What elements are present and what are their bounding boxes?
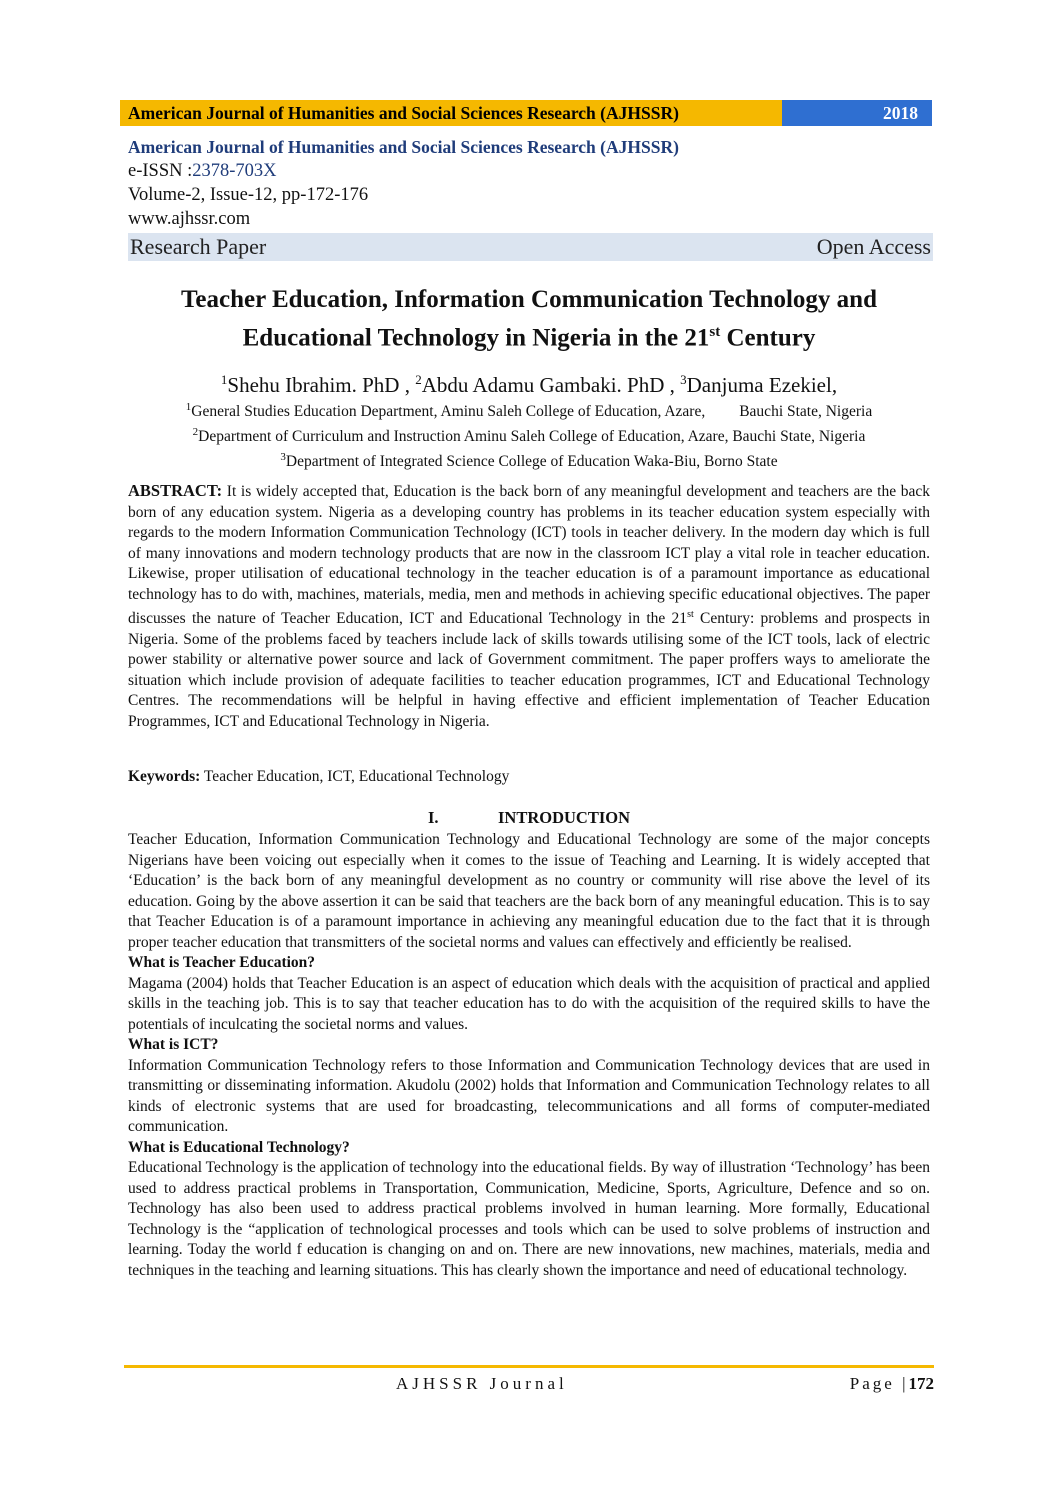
subheading-ict: What is ICT? bbox=[128, 1036, 219, 1053]
author-1-marker: 1 bbox=[220, 372, 228, 387]
author-list bbox=[100, 366, 958, 399]
section-title: INTRODUCTION bbox=[497, 808, 631, 827]
section-heading-introduction bbox=[128, 808, 930, 828]
page-number: 172 bbox=[908, 1374, 934, 1393]
abstract-label: ABSTRACT: bbox=[128, 481, 223, 500]
abstract bbox=[128, 481, 930, 732]
intro-paragraph-1: Teacher Education, Information Communication Technology and Educational Technology are some of the major concepts Nigerians have been voicing out especially when it comes to the issue of Teaching and Learning. It is widely accepted that ‘Education’ is the back born of any meaningful development as no country or community will rise above the level of its education. Going by the above assertion it can be said that teachers are the back born of any meaningful education. This is to say that Teacher Education is of a paramount importance in achieving any meaningful education due to the fact that it is through proper teacher education that transmitters of the societal norms and values can effectively and efficiently be realised. bbox=[128, 831, 930, 951]
author-2-marker: 2 bbox=[415, 372, 422, 387]
issn-value: 2378-703X bbox=[192, 161, 277, 181]
title-line-2 bbox=[100, 316, 958, 354]
title-line-1: Teacher Education, Information Communication Technology and bbox=[181, 286, 877, 313]
issn-label: e-ISSN : bbox=[128, 161, 193, 181]
intro-paragraph-2: Magama (2004) holds that Teacher Education is an aspect of education which deals with the acquisition of practical and applied skills in the teaching job. This is to say that teacher education has to do with the acquisition of the required skills to have the potentials of inculcating the societal norms and values. bbox=[128, 974, 930, 1033]
journal-meta bbox=[128, 136, 933, 231]
author-2: Abdu Adamu Gambaki. PhD , bbox=[421, 373, 681, 397]
keywords-label: Keywords: bbox=[128, 768, 201, 785]
affiliation-3 bbox=[100, 447, 958, 472]
intro-paragraph-4: Educational Technology is the application of technology into the educational fields. By way of illustration ‘Technology’ has been used to address practical problems in Transportation, Communication, Medicine, Sports, Agriculture, Defence and so on. Technology has also been used to address practical problems involved in human learning. More formally, Educational Technology is the “application of technological processes and tools which can be used to solve problems of instruction and learning. Today the world f education is changing on and on. There are new innovations, new machines, materials, media and techniques in the teaching and learning situations. This has clearly shown the importance and need of educational technology. bbox=[128, 1159, 930, 1279]
abstract-text-2: Century: problems and prospects in Nigeria. Some of the problems faced by teachers include lack of skills towards utilising some of the ICT tools, lack of electric power stability or alternative power source and lack of Government commitment. The paper proffers ways to ameliorate the situation which include provision of adequate facilities to teacher education programmes, ICT and Educational Technology Centres. The recommendations will be helpful in having effective and efficient implementation of Teacher Education Programmes, ICT and Educational Technology in Nigeria. bbox=[128, 610, 931, 730]
affiliation-1-state: Bauchi State, Nigeria bbox=[739, 403, 873, 421]
affiliation-1-marker: 1 bbox=[185, 401, 192, 413]
affiliation-list bbox=[100, 397, 958, 472]
footer-divider bbox=[124, 1365, 934, 1368]
abstract-superscript: st bbox=[687, 609, 694, 620]
issn bbox=[128, 159, 933, 183]
affiliation-2 bbox=[100, 422, 958, 447]
open-access-label: Open Access bbox=[816, 234, 931, 259]
affiliation-1 bbox=[100, 397, 958, 422]
affiliation-2-text: Department of Curriculum and Instruction Aminu Saleh College of Education, Azare, Bauchi State, Nigeria bbox=[198, 428, 866, 446]
subheading-teacher-education: What is Teacher Education? bbox=[128, 954, 316, 971]
journal-header-bar bbox=[120, 100, 932, 126]
title-superscript: st bbox=[709, 324, 721, 340]
abstract-text-1: It is widely accepted that, Education is the back born of any meaningful development and teachers are the back born of any education system. Nigeria as a developing country has problems in its teacher education system especially with regards to the modern Information Communication Technology (ICT) tools in teacher delivery. In the modern day which is full of many innovations and modern technology products that are now in the classroom ICT play a vital role in teacher education. Likewise, proper utilisation of educational technology in the teacher education is of a paramount importance as educational technology has to do with, machines, materials, media, men and methods in achieving specific educational objectives. The paper discusses the nature of Teacher Education, ICT and Educational Technology in the 21 bbox=[128, 483, 930, 628]
page-label: Page | bbox=[849, 1374, 909, 1393]
keywords bbox=[128, 767, 930, 788]
footer-page bbox=[850, 1374, 934, 1394]
intro-paragraph-3: Information Communication Technology refers to those Information and Communication Technology devices that are used in transmitting or disseminating information. Akudolu (2002) holds that Information and Communication Technology relates to all kinds of electronic systems that are used for broadcasting, telecommunications and all forms of computer-mediated communication. bbox=[128, 1056, 930, 1135]
subheading-educational-technology: What is Educational Technology? bbox=[128, 1138, 350, 1156]
volume-info: Volume-2, Issue-12, pp-172-176 bbox=[128, 185, 369, 205]
paper-title bbox=[100, 283, 958, 354]
website-link[interactable]: www.ajhssr.com bbox=[128, 209, 251, 229]
affiliation-2-marker: 2 bbox=[192, 426, 199, 439]
introduction-body bbox=[128, 830, 930, 1281]
paper-type-bar bbox=[128, 233, 933, 261]
title-line-2-tail: Century bbox=[720, 324, 816, 352]
affiliation-3-text: Department of Integrated Science College of Education Waka-Biu, Borno State bbox=[285, 453, 778, 471]
journal-name: American Journal of Humanities and Social Sciences Research (AJHSSR) bbox=[128, 137, 679, 157]
affiliation-3-marker: 3 bbox=[280, 451, 286, 464]
author-3: Danjuma Ezekiel, bbox=[686, 373, 838, 397]
affiliation-1-text: General Studies Education Department, Aminu Saleh College of Education, Azare, bbox=[191, 403, 706, 421]
keywords-text: Teacher Education, ICT, Educational Technology bbox=[200, 768, 510, 785]
author-1: Shehu Ibrahim. PhD , bbox=[227, 373, 416, 397]
journal-header-title: American Journal of Humanities and Social Sciences Research (AJHSSR) bbox=[120, 100, 782, 126]
footer-journal: AJHSSR Journal bbox=[396, 1374, 568, 1393]
page-footer bbox=[124, 1374, 934, 1394]
journal-header-year: 2018 bbox=[782, 100, 932, 126]
title-line-2-text: Educational Technology in Nigeria in the 21 bbox=[242, 324, 710, 352]
author-3-marker: 3 bbox=[680, 372, 687, 387]
section-number: I. bbox=[427, 808, 439, 827]
paper-type: Research Paper bbox=[130, 234, 267, 259]
